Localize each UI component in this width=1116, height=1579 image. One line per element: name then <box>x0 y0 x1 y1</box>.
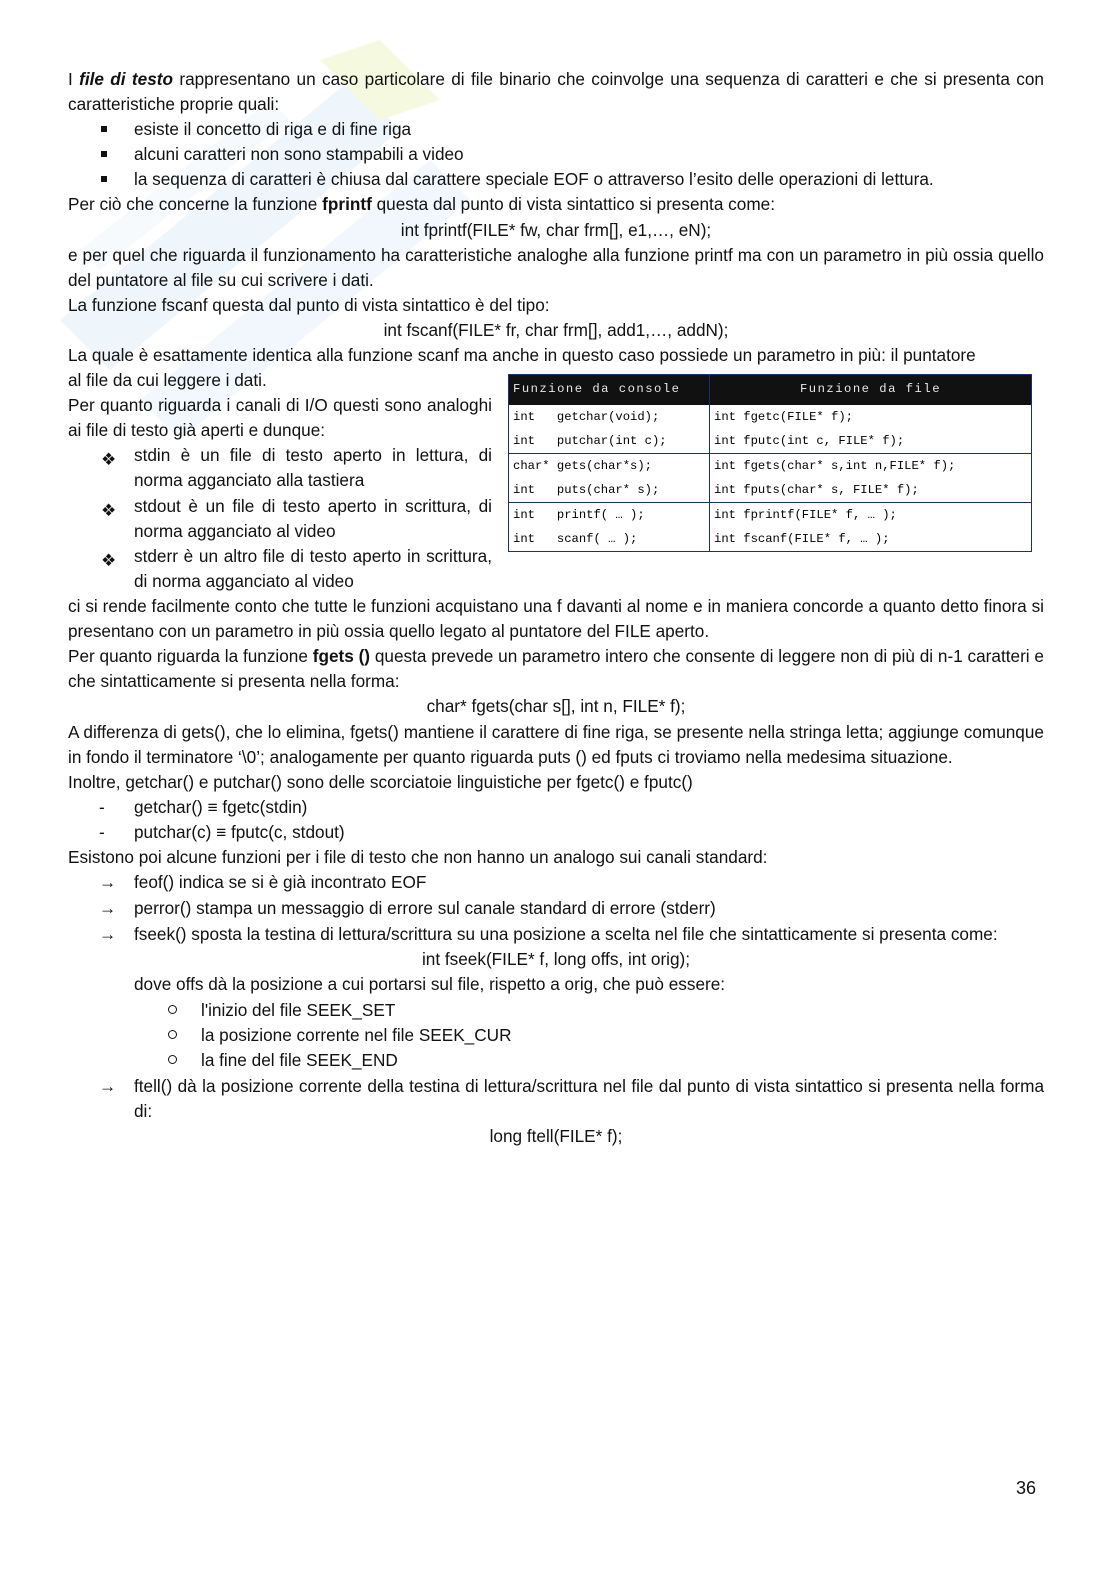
console-vs-file-table <box>508 374 1032 552</box>
document-body <box>68 67 1044 1149</box>
fscanf-description: La quale è esattamente identica alla funzione scanf ma anche in questo caso possiede un parametro in più: il puntatore <box>68 345 976 366</box>
arrow-bullet-icon: → <box>99 872 117 893</box>
square-bullet-icon <box>101 176 107 182</box>
list-item: la sequenza di caratteri è chiusa dal carattere speciale EOF o attraverso l’esito delle operazioni di lettura. <box>68 167 1044 192</box>
list-item: → ftell() dà la posizione corrente della testina di lettura/scrittura nel file dal punto di vista sintattico si presenta nella forma di: <box>99 1075 1044 1121</box>
channels-intro: Per quanto riguarda i canali di I/O questi sono analoghi ai file di testo già aperti e dunque: <box>68 395 492 441</box>
fprintf-description: e per quel che riguarda il funzionamento ha caratteristiche analoghe alla funzione printf ma con un parametro in più ossia quello del puntatore al file su cui scrivere i dati. <box>68 244 1044 290</box>
fseek-description: dove offs dà la posizione a cui portarsi sul file, rispetto a orig, che può essere: <box>134 974 726 995</box>
table-row: int getchar(void); int fgetc(FILE* f); <box>509 405 1032 429</box>
square-bullet-icon <box>101 126 107 132</box>
fgets-description: A differenza di gets(), che lo elimina, fgets() mantiene il carattere di fine riga, se presente nella stringa letta; aggiunge comunque in fondo il terminatore ‘\0’; analogamente per quanto riguarda puts () ed fputs ci troviamo nella medesima situazione. <box>68 721 1044 767</box>
table-header-console: Funzione da console <box>509 375 710 406</box>
list-item: → perror() stampa un messaggio di errore sul canale standard di errore (stderr) <box>68 896 1044 921</box>
diamond-bullet-icon: ❖ <box>101 550 117 570</box>
table-header-file: Funzione da file <box>710 375 1032 406</box>
fscanf-description-end: al file da cui leggere i dati. <box>68 370 267 391</box>
table-row: int putchar(int c); int fputc(int c, FILE* f); <box>509 429 1032 454</box>
diamond-bullet-icon: ❖ <box>101 500 117 520</box>
list-item: la fine del file SEEK_END <box>68 1048 1044 1073</box>
diamond-bullet-icon: ❖ <box>101 450 117 470</box>
channels-column <box>68 368 492 594</box>
arrow-bullet-icon: → <box>99 924 117 945</box>
list-item: → fseek() sposta la testina di lettura/scrittura su una posizione a scelta nel file che sintatticamente si presenta come: <box>68 922 1044 947</box>
circle-bullet-icon <box>168 1030 177 1039</box>
arrow-bullet-icon: → <box>99 898 117 919</box>
list-item: → feof() indica se si è già incontrato EOF <box>68 870 1044 895</box>
after-table-paragraph: ci si rende facilmente conto che tutte le funzioni acquistano una f davanti al nome e in maniera concorde a quanto detto finora si presentano con un parametro in più ossia quello legato al puntatore del FILE aperto. <box>68 596 1044 642</box>
term-fgets: fgets () <box>312 646 371 667</box>
table-row: int scanf( … ); int fscanf(FILE* f, … ); <box>509 527 1032 552</box>
list-item: ❖ stderr è un altro file di testo aperto in scrittura, di norma agganciato al video <box>101 545 492 591</box>
others-intro: Esistono poi alcune funzioni per i file di testo che non hanno un analogo sui canali standard: <box>68 846 768 867</box>
shortcuts-intro: Inoltre, getchar() e putchar() sono delle scorciatoie linguistiche per fgetc() e fputc() <box>68 771 693 792</box>
table-row: int printf( … ); int fprintf(FILE* f, … ); <box>509 503 1032 528</box>
table-row: int puts(char* s); int fputs(char* s, FILE* f); <box>509 478 1032 503</box>
arrow-bullet-icon: → <box>99 1075 117 1096</box>
square-bullet-icon <box>101 151 107 157</box>
fscanf-syntax: int fscanf(FILE* fr, char frm[], add1,…, addN); <box>383 319 729 340</box>
fprintf-intro: Per ciò che concerne la funzione fprintf questa dal punto di vista sintattico si presenta come: <box>68 194 775 215</box>
intro-paragraph: I file di testo rappresentano un caso particolare di file binario che coinvolge una sequenza di caratteri e che si presenta con caratteristiche proprie quali: <box>68 69 1044 115</box>
fscanf-and-channels-section <box>68 343 1044 594</box>
list-item: esiste il concetto di riga e di fine riga <box>68 117 1044 142</box>
list-item: - getchar() ≡ fgetc(stdin) <box>68 795 1044 820</box>
table-row: char* gets(char*s); int fgets(char* s,int n,FILE* f); <box>509 454 1032 479</box>
dash-bullet-icon: - <box>99 796 105 817</box>
dash-bullet-icon: - <box>99 821 105 842</box>
fscanf-intro: La funzione fscanf questa dal punto di vista sintattico è del tipo: <box>68 294 550 315</box>
circle-bullet-icon <box>168 1005 177 1014</box>
list-item: alcuni caratteri non sono stampabili a video <box>68 142 1044 167</box>
ftell-syntax: long ftell(FILE* f); <box>489 1126 623 1146</box>
term-file-di-testo: file di testo <box>79 69 173 89</box>
fgets-intro: Per quanto riguarda la funzione fgets () questa prevede un parametro intero che consente di leggere non di più di n-1 caratteri e che sintatticamente si presenta nella forma: <box>68 646 1044 692</box>
page-number: 36 <box>1016 1478 1037 1498</box>
fseek-syntax: int fseek(FILE* f, long offs, int orig); <box>421 949 691 970</box>
table-header-row <box>509 375 1032 406</box>
list-item: l'inizio del file SEEK_SET <box>68 998 1044 1023</box>
term-fprintf: fprintf <box>322 194 372 215</box>
circle-bullet-icon <box>168 1055 177 1064</box>
fgets-syntax: char* fgets(char s[], int n, FILE* f); <box>426 696 686 717</box>
list-item: la posizione corrente nel file SEEK_CUR <box>68 1023 1044 1048</box>
fprintf-syntax: int fprintf(FILE* fw, char frm[], e1,…, eN); <box>400 219 712 240</box>
list-item: ❖ stdin è un file di testo aperto in lettura, di norma agganciato alla tastiera <box>101 445 492 491</box>
list-item: - putchar(c) ≡ fputc(c, stdout) <box>68 820 1044 845</box>
list-item: ❖ stdout è un file di testo aperto in scrittura, di norma agganciato al video <box>101 495 492 541</box>
